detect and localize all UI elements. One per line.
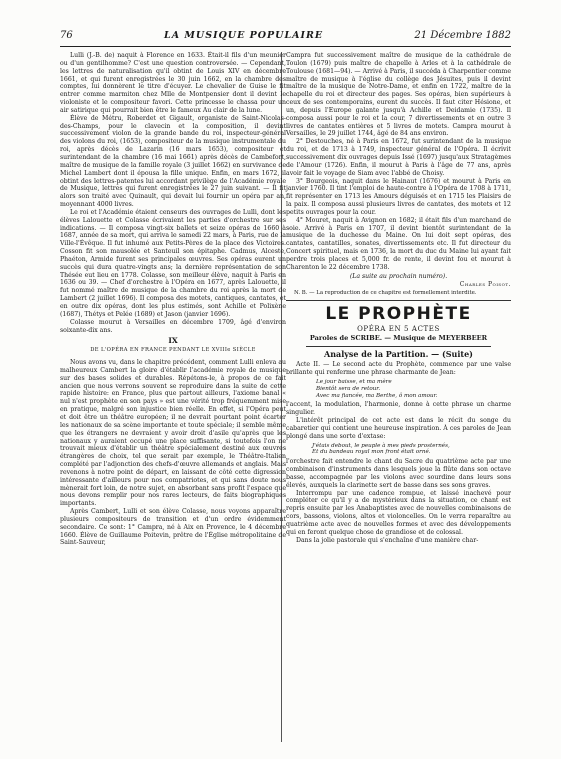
chapter-title: DE L'OPÉRA EN FRANCE PENDANT LE XVIIIe SIÈCLE	[90, 347, 256, 354]
opera-subtitle: OPÉRA EN 5 ACTES	[357, 324, 440, 333]
header-rule	[60, 46, 511, 47]
paragraph-destouches: 2° Destouches, né à Paris en 1672, fut surintendant de la musique du roi, et de 1713 à 1749, inspecteur général de l'Opéra. Il écrivit successivement dix ouvrages depuis Issé (1697) jusqu'aux Stratagèmes de l'Amour (1726). Enfin, il mourut à Paris à l'âge de 77 ans, après avoir fait le voyage de Siam avec l'abbé de Choisy.	[286, 138, 511, 177]
paragraph-campra-intro: Après Cambert, Lulli et son élève Colasse, nous voyons apparaître plusieurs compositeurs de transition et d'un ordre évidemment secondaire. Ce sont: 1° Campra, né à Aix en Provence, le 4 décembre 1660. Élève de Guillaume Poitevin, prêtre de l'Église métropolitaine de Saint-Sauveur,	[60, 508, 286, 547]
paragraph-interrupted: Interrompu par une cadence rompue, et laissé inachevé pour compléter ce qu'il y a de mystérieux dans la situation, ce chant est repris ensuite par les Anabaptistes avec de nouvelles combinaisons de cors, bassons, violons, altos et violoncelles. On le verra reparaître au quatrième acte avec de nouvelles formes et avec des développements qui en feront quelque chose de grandiose et de colossal.	[286, 489, 511, 536]
paragraph-opera-france: Nous avons vu, dans le chapitre précédent, comment Lulli enleva au malheureux Cambert la gloire d'établir l'académie royale de musique sur des bases solides et durables. Répétons-le, à propos de ce fait ancien que nous verrons souvent se reproduire dans la suite de cette rapide histoire: en France, plus que partout ailleurs, l'axiome banal « nul n'est prophète en son pays » est une vérité trop fréquemment mise en pratique, malgré son injustice bien réelle. En effet, si l'Opéra peut et doit être un théâtre européen; il ne devrait pourtant point écarter les nationaux de sa scène importante et toute spéciale; il semble même que les étrangers ne devraient y avoir droit d'asile qu'après que les nationaux y auraient occupé une place suffisante, si toutefois l'on ne trouvait mieux d'établir un théâtre spécialement destiné aux œuvres étrangères de choix, tel que serait par exemple, le Théâtre-Italien complété par l'adjonction des chefs-d'œuvre allemands et anglais. Mais revenons à notre point de départ, en laissant de côté cette digression intéressante d'ailleurs pour nos compatriotes, et qui sans doute nous mènerait fort loin, de notre sujet, en absorbant sans profit l'espace que nous devons remplir pour nos rares lecteurs, de faits biographiques importants.	[60, 359, 286, 508]
right-column	[286, 52, 511, 545]
verse-quote-2	[312, 443, 511, 457]
paragraph-interest: L'intérêt principal de cet acte est dans le récit du songe du cabaretier qui contient une heureuse inspiration. À ces paroles de Jean plongé dans une sorte d'extase:	[286, 417, 511, 440]
paragraph-colasse-death: Colasse mourut à Versailles en décembre 1709, âgé d'environ soixante-dix ans.	[60, 318, 286, 334]
journal-title: LA MUSIQUE POPULAIRE	[164, 30, 324, 41]
verse-line: Et du bandeau royal mon front était orné.	[312, 449, 431, 456]
analysis-heading: Analyse de la Partition. — (Suite)	[324, 348, 473, 359]
verse-line: Avec ma fiancée, ma Berthe, ô mon amour.	[316, 392, 438, 399]
paragraph-lulli-career: Élève de Métru, Roberdet et Gigault, organiste de Saint-Nicolas-des-Champs, pour le clavecin et la composition, il devint successivement violon de la grande bande du roi, inspecteur-général des violons du roi, (1653), compositeur de la musique instrumentale du roi, après décès de Lazarin (16 mars 1653), compositeur et surintendant de la chambre (16 mai 1661) après décès de Cambefort, maître de musique de la famille royale (3 juillet 1662) en survivance de Michel Lambert dont il épousa la fille unique. Enfin, en mars 1672, il obtint des lettres-patentes lui accordant privilège de l'Académie royale de Musique, lettres qui furent enregistrées le 27 juin suivant. — Il fit alors son traité avec Quinault, qui devait lui fournir un opéra par an, moyennant 4000 livres.	[60, 114, 286, 209]
chapter-number: IX	[168, 336, 178, 346]
verse-line: J'étais debout, le peuple à mes pieds prosternés,	[312, 442, 450, 449]
paragraph-pastorale: Dans la jolie pastorale qui s'enchaîne d'une manière char-	[296, 536, 479, 544]
paragraph-colasse: Le roi et l'Académie étaient censeurs des ouvrages de Lulli, dont les élèves Lalouette et Colasse écrivaient les parties d'orchestre sur ses indications. — Il composa vingt-six ballets et seize opéras de 1660 à 1687, année de sa mort, qui arriva le samedi 22 mars, à Paris, rue de la Ville-l'Évêque. Il fut inhumé aux Petits-Pères de la place des Victoires. Cosson fit son mausolée et Santeuil son épitaphe. Cadmus, Alceste, Phaéton, Armide furent ses principales œuvres. Ses opéras eurent un succès qui dura quatre-vingts ans; la dernière représentation de son Thésée eut lieu en 1778. Colasse, son meilleur élève, naquit à Paris en 1636 ou 39. — Chef d'orchestre à l'Opéra en 1677, après Lalouette, il fut nommé maître de musique de la chambre du roi après la mort de Lambert (2 juillet 1696). Il composa des motets, cantiques, cantates, et en outre dix opéras, dont les plus estimés, sont Achille et Polixène (1687), Thétys et Pelée (1689) et Jason (janvier 1696).	[60, 208, 286, 318]
author-signature: Charles Poisot.	[459, 281, 511, 289]
paragraph-bourgeois: 3° Bourgeois, naquit dans le Hainaut (1676) et mourut à Paris en janvier 1760. Il tint l'emploi de haute-contre à l'Opéra de 1708 à 1711, fit représenter en 1713 les Amours déguisés et en 1715 les Plaisirs de la paix. Il composa aussi plusieurs livres de cantates, des motets et 12 petits ouvrages pour la cour.	[286, 177, 511, 216]
left-column	[60, 52, 286, 547]
credits-rule	[306, 346, 491, 347]
issue-date: 21 Décembre 1882	[414, 30, 511, 41]
paragraph-mouret: 4° Mouret, naquit à Avignon en 1682; il était fils d'un marchand de soie. Arrivé à Paris en 1707, il devint bientôt surintendant de la musique de la duchesse du Maine. On lui doit sept opéras, des cantates, cantatilles, sonates, divertissements etc. Il fut directeur du Concert spirituel, mais en 1736, la mort du duc du Maine lui ayant fait perdre trois places et 5,000 fr. de rente, il devint fou et mourut à Charenton le 22 décembre 1738.	[286, 216, 511, 271]
paragraph-orchestra: l'orchestre fait entendre le chant du Sacre du quatrième acte par une combinaison d'instruments dans lesquels joue la flûte dans son octave basse, accompagnée par les violons avec sourdine dans leurs sons élevés, auxquels la clarinette sert de basse dans ses sons graves.	[286, 458, 511, 489]
opera-title: LE PROPHÈTE	[325, 303, 472, 324]
reproduction-note: N. B. — La reproduction de ce chapitre est formellement interdite.	[294, 290, 477, 297]
paragraph-lulli: Lulli (J.-B. de) naquit à Florence en 1633. Était-il fils d'un meunier ou d'un gentilhomme? C'est une question controversée. — Cependant, les lettres de naturalisation qu'il obtint de Louis XIV en décembre 1661, et qui furent enregistrées le 30 juin 1662, en la chambre des comptes, lui donnèrent le titre d'écuyer. Le chevalier de Guise le fit entrer comme marmiton chez Mlle de Montpensier dont il devint le violoniste et le compositeur favori. Cette princesse le chassa pour un air satirique qui pourrait bien être le fameux Au clair de la lune.	[60, 52, 286, 114]
section-rule	[286, 300, 511, 301]
paragraph-accent: l'accent, la modulation, l'harmonie, donne à cette phrase un charme singulier.	[286, 401, 511, 417]
opera-credits: Paroles de SCRIBE. — Musique de MEYERBEER	[309, 333, 488, 342]
verse-quote-1	[316, 379, 511, 399]
page-number: 76	[60, 30, 73, 41]
verse-line: Bientôt sera de retour.	[316, 385, 381, 392]
to-be-continued: (La suite au prochain numéro).	[349, 272, 448, 280]
verse-line: Le jour baisse, et ma mère	[316, 379, 392, 386]
paragraph-act-two: Acte II. — Le second acte du Prophète, commence par une valse brillante qui renferme une phrase charmante de Jean:	[286, 361, 511, 377]
paragraph-campra: Campra fut successivement maître de musique de la cathédrale de Toulon (1679) puis maître de chapelle à Arles et à la cathédrale de Toulouse (1681—94). — Arrivé à Paris, il succéda à Charpentier comme maître de musique à l'église du collège des Jésuites, puis il devint maître de la musique de Notre-Dame, et enfin en 1722, maître de la chapelle du roi et directeur des pages. Ses opéras, bien supérieurs à ceux de ses contemporains, eurent du succès. Il faut citer Hésione, et un, depuis l'Europe galante jusqu'à Achille et Deidamie (1735). Il composa aussi pour le roi et la cour, 7 divertissements et en outre 3 livres de cantates entières et 5 livres de motets. Campra mourut à Versailles, le 29 juillet 1744, âgé de 84 ans environ.	[286, 52, 511, 138]
page-header	[60, 30, 511, 44]
